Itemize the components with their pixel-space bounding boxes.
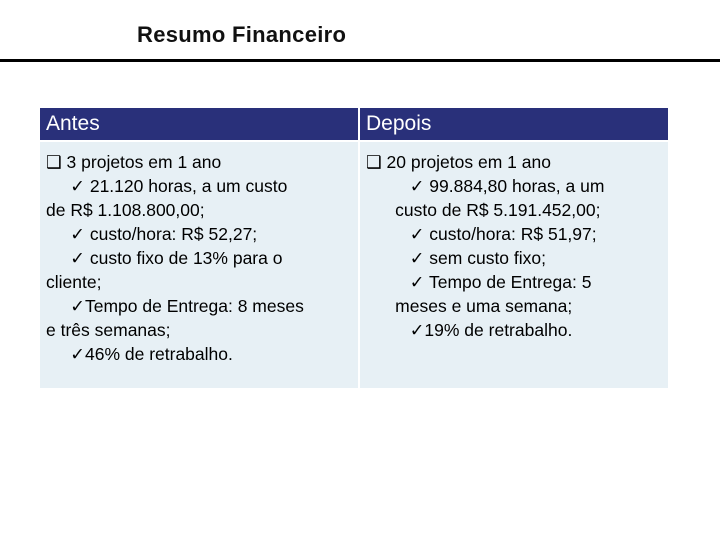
list-item: ✓Tempo de Entrega: 8 meses [46,296,304,316]
list-item: ✓ 21.120 horas, a um custo [46,176,288,196]
list-item: ❑ 20 projetos em 1 ano [366,152,551,172]
list-item: ✓ custo/hora: R$ 51,97; [366,224,597,244]
list-item: ✓ sem custo fixo; [366,248,546,268]
list-item: ✓ 99.884,80 horas, a um [366,176,605,196]
list-item: ✓46% de retrabalho. [46,344,233,364]
list-item: ✓ custo/hora: R$ 52,27; [46,224,258,244]
list-item: cliente; [46,272,102,292]
title-divider [0,59,720,62]
after-column [360,108,668,388]
list-item: ❑ 3 projetos em 1 ano [46,152,222,172]
list-item: ✓ custo fixo de 13% para o [46,248,283,268]
before-header: Antes [40,108,358,140]
page-title: Resumo Financeiro [137,22,347,47]
before-column [40,108,358,388]
before-cell [40,142,358,388]
list-item: de R$ 1.108.800,00; [46,200,205,220]
list-item: custo de R$ 5.191.452,00; [366,200,601,220]
list-item: ✓19% de retrabalho. [366,320,573,340]
after-cell [360,142,668,388]
after-header: Depois [360,108,668,140]
list-item: meses e uma semana; [366,296,573,316]
list-item: e três semanas; [46,320,171,340]
list-item: ✓ Tempo de Entrega: 5 [366,272,592,292]
